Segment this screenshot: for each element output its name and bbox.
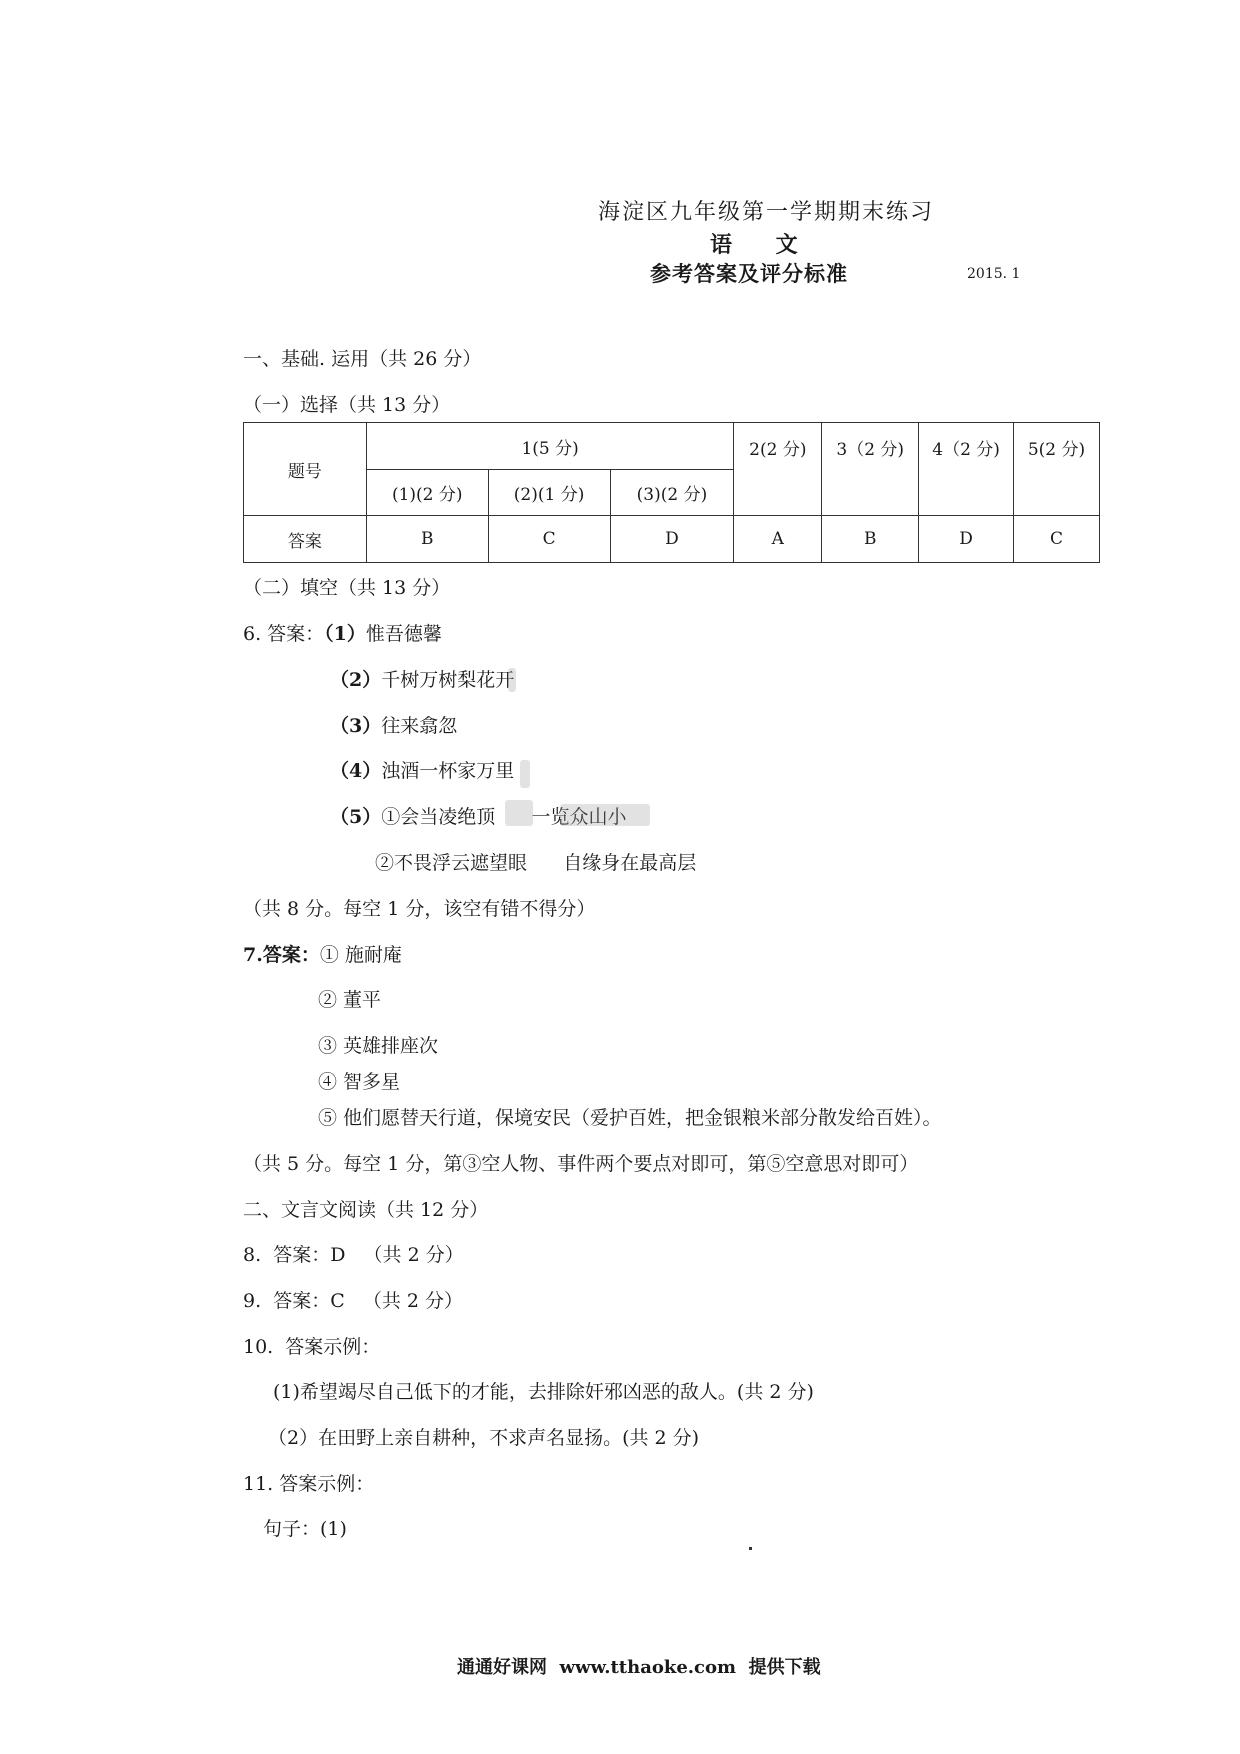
q6-line: [330, 756, 514, 783]
table-answer-cell: A: [734, 516, 822, 563]
table-header-question: 题号: [244, 423, 367, 516]
scan-smudge: [520, 760, 530, 788]
q7-scoring-note: （共 5 分。每空 1 分，第③空人物、事件两个要点对即可，第⑤空意思对即可）: [243, 1153, 919, 1175]
q6-scoring-note: （共 8 分。每空 1 分，该空有错不得分）: [243, 898, 596, 920]
q6-lead: [243, 619, 442, 646]
subject-title: 语 文: [710, 232, 816, 258]
scan-smudge: [560, 804, 650, 826]
table-answer-cell: C: [488, 516, 610, 563]
stray-dot: [749, 1547, 752, 1550]
q10-item: （2）在田野上亲自耕种，不求声名显扬。(共 2 分): [268, 1427, 700, 1449]
q11-lead: 11. 答案示例：: [243, 1473, 375, 1495]
table-q3: 3（2 分): [822, 423, 919, 516]
q6-line-text: 往来翕忽: [381, 715, 458, 737]
q7-lead: [243, 940, 402, 967]
q6-line-number: （4）: [330, 760, 382, 782]
scan-smudge: [505, 800, 533, 826]
table-q5: 5(2 分): [1014, 423, 1100, 516]
q7-item: ④ 智多星: [318, 1071, 401, 1093]
table-q1-sub2: (2)(1 分): [488, 470, 610, 516]
q7-item: ③ 英雄排座次: [318, 1035, 439, 1057]
scan-smudge: [508, 668, 516, 692]
q6-line-number: （1）: [324, 623, 366, 645]
table-q1-sub1: (1)(2 分): [366, 470, 488, 516]
q6-line-text: 浊酒一杯家万里: [381, 760, 515, 782]
table-q2: 2(2 分): [734, 423, 822, 516]
q6-line-number: （5）: [330, 806, 382, 828]
answer-table: [243, 422, 1100, 563]
q6-label: 6. 答案：: [243, 623, 325, 645]
q7-label: 7.答案：: [243, 944, 320, 966]
table-answer-cell: D: [919, 516, 1014, 563]
table-q1-sub3: (3)(2 分): [610, 470, 734, 516]
document-type: 参考答案及评分标准: [650, 261, 848, 286]
table-answer-cell: C: [1014, 516, 1100, 563]
q9-answer: 9. 答案：C （共 2 分）: [243, 1290, 464, 1312]
q6-line-text: 千树万树梨花开: [381, 669, 515, 691]
exam-title: 海淀区九年级第一学期期末练习: [598, 200, 935, 225]
part2-heading: （二）填空（共 13 分）: [243, 577, 451, 599]
q10-lead: 10. 答案示例：: [243, 1336, 381, 1358]
q11-item: 句子：(1): [263, 1518, 347, 1540]
q6-line-text: 惟吾德馨: [365, 623, 442, 645]
q6-line-text: ①会当凌绝顶 一览众山小: [381, 806, 627, 828]
q8-answer: 8. 答案：D （共 2 分）: [243, 1244, 464, 1266]
q7-item: ⑤ 他们愿替天行道，保境安民（爱护百姓，把金银粮米部分散发给百姓）。: [318, 1107, 942, 1129]
q6-line-number: （3）: [330, 715, 382, 737]
section1-heading: 一、基础. 运用（共 26 分）: [243, 348, 482, 370]
q6-line: [330, 665, 514, 692]
q6-line-text: ②不畏浮云遮望眼 自缘身在最高层: [375, 852, 697, 874]
table-answer-cell: B: [366, 516, 488, 563]
table-answer-cell: B: [822, 516, 919, 563]
table-q4: 4（2 分): [919, 423, 1014, 516]
exam-date: 2015. 1: [967, 266, 1021, 282]
table-answer-cell: D: [610, 516, 734, 563]
table-header-answer: 答案: [244, 516, 367, 563]
part1-heading: （一）选择（共 13 分）: [243, 394, 451, 416]
table-q1-group: 1(5 分): [366, 423, 734, 470]
q6-line: [330, 711, 457, 738]
q10-item: (1)希望竭尽自己低下的才能，去排除奸邪凶恶的敌人。(共 2 分): [273, 1381, 814, 1403]
footer-credit: 通通好课网 www.tthaoke.com 提供下载: [457, 1657, 821, 1678]
q7-item: ① 施耐庵: [319, 944, 402, 966]
section2-heading: 二、文言文阅读（共 12 分）: [243, 1199, 489, 1221]
q6-line-number: （2）: [330, 669, 382, 691]
q7-item: ② 董平: [318, 989, 382, 1011]
